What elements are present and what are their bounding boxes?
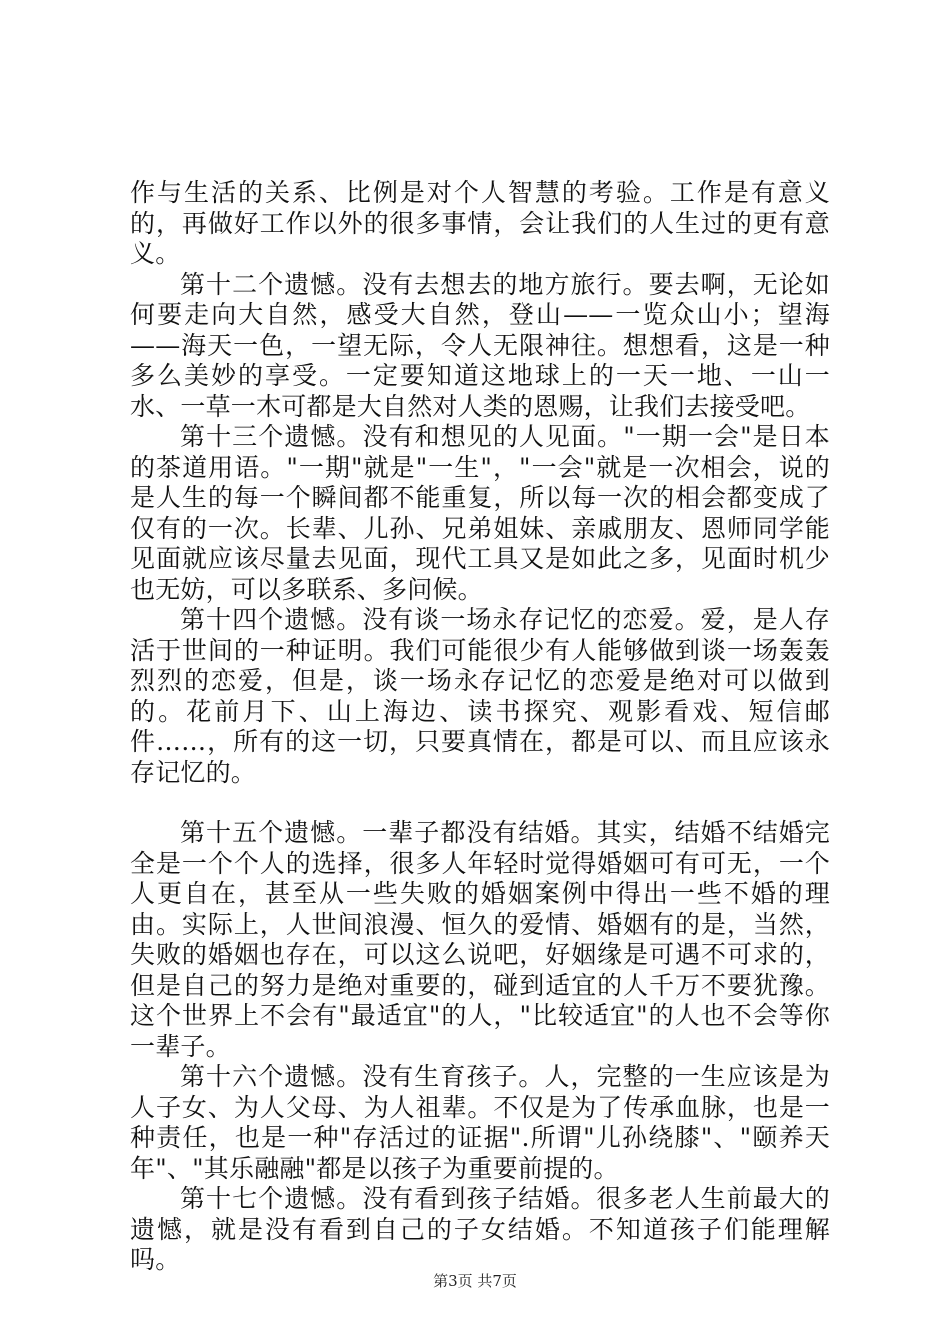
paragraph-continuation: 作与生活的关系、比例是对个人智慧的考验。工作是有意义的，再做好工作以外的很多事情，会让我们的人生过的更有意义。 — [130, 178, 830, 268]
paragraph-regret-14: 第十四个遗憾。没有谈一场永存记忆的恋爱。爱，是人存活于世间的一种证明。我们可能很少有人能够做到谈一场轰轰烈烈的恋爱，但是，谈一场永存记忆的恋爱是绝对可以做到的。花前月下、山上海边、读书探究、观影看戏、短信邮件……，所有的这一切，只要真情在，都是可以、而且应该永存记忆的。 — [130, 605, 830, 787]
paragraph-regret-13: 第十三个遗憾。没有和想见的人见面。"一期一会"是日本的茶道用语。"一期"就是"一生"，"一会"就是一次相会，说的是人生的每一个瞬间都不能重复，所以每一次的相会都变成了仅有的一次。长辈、儿孙、兄弟姐妹、亲戚朋友、恩师同学能见面就应该尽量去见面，现代工具又是如此之多，见面时机少也无妨，可以多联系、多问候。 — [130, 422, 830, 604]
paragraph-spacer — [130, 788, 830, 818]
document-body — [130, 178, 830, 1276]
paragraph-regret-12: 第十二个遗憾。没有去想去的地方旅行。要去啊，无论如何要走向大自然，感受大自然，登山——一览众山小；望海——海天一色，一望无际，令人无限神往。想想看，这是一种多么美妙的享受。一定要知道这地球上的一天一地、一山一水、一草一木可都是大自然对人类的恩赐，让我们去接受吧。 — [130, 269, 830, 421]
paragraph-regret-16: 第十六个遗憾。没有生育孩子。人，完整的一生应该是为人子女、为人父母、为人祖辈。不仅是为了传承血脉，也是一种责任，也是一种"存活过的证据".所谓"儿孙绕膝"、"颐养天年"、"其乐融融"都是以孩子为重要前提的。 — [130, 1062, 830, 1183]
paragraph-regret-17: 第十七个遗憾。没有看到孩子结婚。很多老人生前最大的遗憾，就是没有看到自己的子女结婚。不知道孩子们能理解吗。 — [130, 1184, 830, 1274]
paragraph-regret-15: 第十五个遗憾。一辈子都没有结婚。其实，结婚不结婚完全是一个个人的选择，很多人年轻时觉得婚姻可有可无，一个人更自在，甚至从一些失败的婚姻案例中得出一些不婚的理由。实际上，人世间浪漫、恒久的爱情、婚姻有的是，当然，失败的婚姻也存在，可以这么说吧，好姻缘是可遇不可求的，但是自己的努力是绝对重要的，碰到适宜的人千万不要犹豫。这个世界上不会有"最适宜"的人，"比较适宜"的人也不会等你一辈子。 — [130, 818, 830, 1061]
page-number-footer: 第3页 共7页 — [433, 1272, 517, 1290]
